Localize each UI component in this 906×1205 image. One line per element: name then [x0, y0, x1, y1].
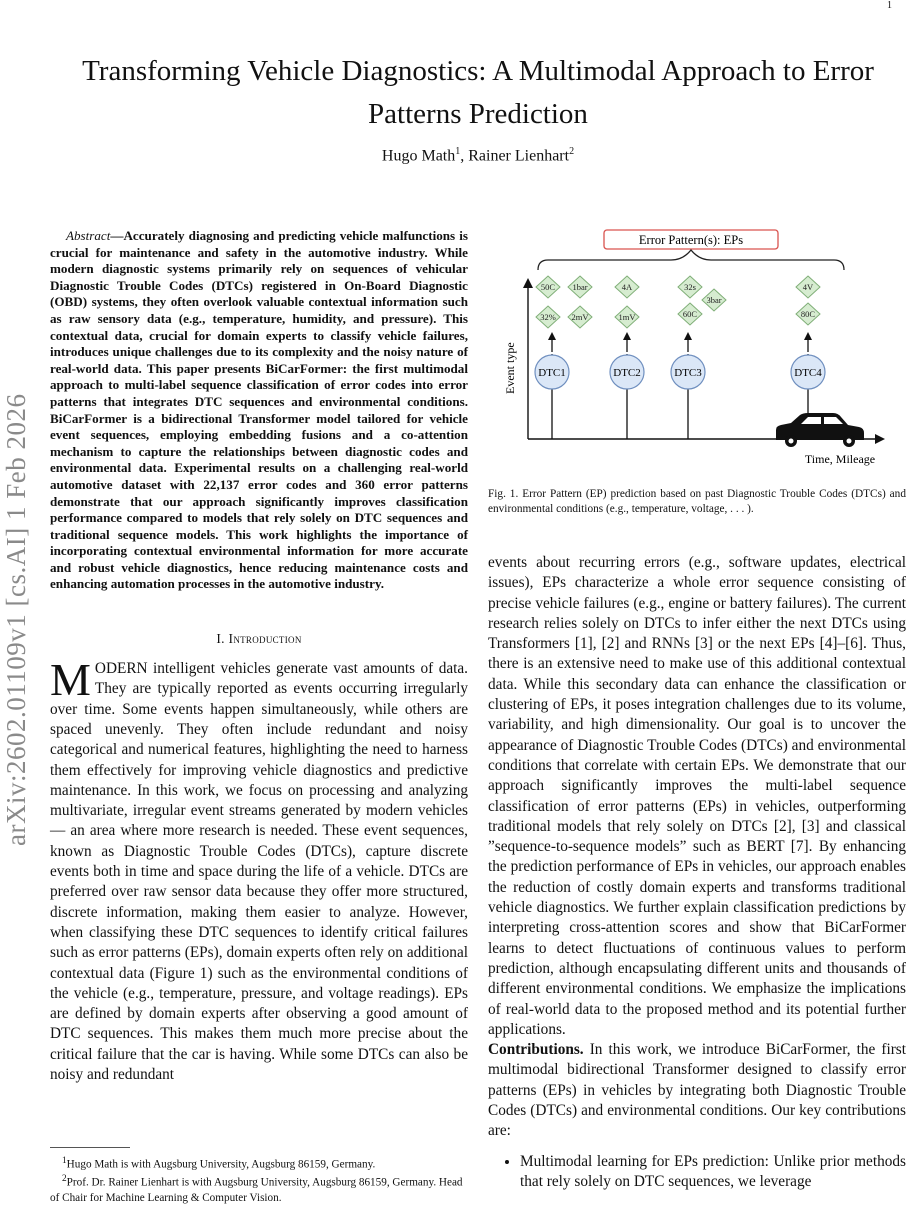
dropcap: M: [50, 654, 91, 706]
left-column: [50, 228, 468, 1085]
x-axis-arrow: [875, 434, 885, 444]
abstract: [50, 228, 468, 593]
right-column: [488, 553, 906, 1192]
arrowhead: [684, 332, 692, 340]
ep-diagram: [488, 226, 906, 476]
condition-label: 4A: [621, 282, 633, 292]
condition-label: 4V: [802, 282, 814, 292]
figure-1: [488, 226, 906, 476]
condition-label: 80C: [800, 309, 816, 319]
author-separator: ,: [460, 147, 469, 165]
condition-label: 32s: [684, 282, 696, 292]
contributions-label: Contributions.: [488, 1041, 584, 1059]
abstract-dash: —: [110, 228, 124, 243]
contributions-list: [488, 1152, 906, 1193]
dtc-node-label: DTC3: [674, 367, 702, 379]
condition-label: 50C: [540, 282, 556, 292]
footnotes: [50, 1154, 468, 1205]
arxiv-stamp: arXiv:2602.01109v1 [cs.AI] 1 Feb 2026: [1, 393, 31, 847]
y-axis-arrow: [523, 278, 533, 288]
condition-label: 3bar: [706, 295, 722, 305]
car-icon: [776, 413, 864, 447]
condition-label: 2mV: [571, 312, 589, 322]
list-item: • Multimodal learning for EPs prediction: Unlike prior methods that rely solely on DTC sequences, we leverage: [520, 1152, 906, 1193]
dtc-node-label: DTC2: [613, 367, 641, 379]
affiliation-mark: 2: [569, 146, 575, 157]
dtc-node-label: DTC1: [538, 367, 566, 379]
stem-arrowheads: [548, 332, 812, 340]
intro-paragraph: [50, 654, 468, 1085]
author-name: Hugo Math: [381, 147, 456, 165]
abstract-text: Accurately diagnosing and predicting vehicle malfunctions is crucial for maintenance and safety in the automotive industry. While modern diagnostic systems primarily rely on sequences of vehicular Diagnostic Trouble Codes (DTCs) registered in On-Board Diagnostic (OBD) systems, they often overlook valuable contextual information such as raw sensory data (e.g., temperature, humidity, and pressure). This contextual data, crucial for domain experts to classify vehicle failures, introduces unique challenges due to its complexity and the noisy nature of real-world data. This paper presents BiCarFormer: the first multimodal approach to multi-label sequence classification of error codes into error patterns that integrates DTC sequences and environmental conditions. BiCarFormer is a bidirectional Transformer model tailored for vehicle event sequences, employing embedding fusions and a co-attention mechanism to capture the relationships between diagnostic codes and environmental data. Experimental results on a challenging real-world automotive dataset with 22,137 error codes and 360 error patterns demonstrate that our approach significantly improves classification performance compared to models that rely solely on DTC sequences and traditional sequence models. This work highlights the importance of incorporating contextual environmental information for more accurate and robust vehicle diagnostics, hence reducing maintenance costs and enhancing automation processes in the automotive industry.: [50, 228, 468, 592]
footnote-text: Hugo Math is with Augsburg University, Augsburg 86159, Germany.: [66, 1158, 376, 1171]
author-line: [40, 146, 906, 165]
ep-brace: [538, 250, 844, 270]
footnote-mark: 2: [62, 1174, 67, 1185]
figure-caption: [488, 487, 906, 516]
arrowhead: [623, 332, 631, 340]
section-numeral: I.: [216, 631, 225, 647]
arrowhead: [804, 332, 812, 340]
ep-label: Error Pattern(s): EPs: [638, 233, 744, 247]
section-title: Introduction: [228, 631, 302, 647]
figure-caption-label: Fig. 1.: [488, 488, 519, 500]
arrowhead: [548, 332, 556, 340]
author-name: Rainer Lienhart: [468, 147, 570, 165]
x-axis-label: Time, Mileage: [804, 452, 876, 466]
contributions-paragraph: [488, 1040, 906, 1141]
condition-label: 60C: [682, 309, 698, 319]
condition-label: 1bar: [572, 282, 588, 292]
footnote-2: [50, 1172, 468, 1205]
footnote-mark: 1: [62, 1156, 67, 1166]
abstract-label: Abstract: [66, 228, 111, 243]
contributions-text: In this work, we introduce BiCarFormer, the first multimodal bidirectional Transformer designed to classify error patterns (EPs) in vehicles by integrating both Diagnostic Trouble Codes (DTCs) and environmental conditions. Our key contributions are:: [488, 1041, 906, 1140]
y-axis-label: Event type: [503, 342, 517, 394]
footnote-rule: [50, 1147, 130, 1148]
intro-paragraph-continued: events about recurring errors (e.g., software updates, electrical issues), EPs characterize a whole error sequence consisting of precise vehicle failures (e.g., engine or battery failures). The current research relies solely on DTCs to infer either the next DTCs using Transformers [1], [2] and RNNs [3] or the next EPs [4]–[6]. Thus, there is an extensive need to make use of this additional contextual data. While this secondary data can enhance the classification or clustering of EPs, it poses integration challenges due to its volume, variability, and high dimensionality. Our goal is to uncover the appearance of Diagnostic Trouble Codes (DTCs) and environmental conditions that correlate with certain EPs. We demonstrate that our approach significantly improves the multi-label sequence classification of error patterns (EPs) in vehicles, outperforming traditional models that rely solely on DTCs [2], [3] and classical ”sequence-to-sequence models” such as BERT [7]. By enhancing the prediction performance of EPs in vehicles, our approach enables the reduction of costly domain experts and transforms traditional vehicle diagnostics. We further explain classification predictions by interpreting cross-attention scores and show that BiCarFormer learns to detect fluctuations of continuous values to perform prediction, although encapsulating different units and thousands of different environmental conditions. We emphasize the implications of real-world data to the proposed method and its potential further applications.: [488, 554, 906, 1038]
dtc-node-label: DTC4: [794, 367, 822, 379]
first-word-rest: ODERN: [94, 660, 148, 678]
section-heading: [50, 631, 468, 647]
condition-label: 1mV: [618, 312, 636, 322]
condition-label: 32%: [540, 312, 556, 322]
footnote-1: [50, 1154, 468, 1172]
intro-text: intelligent vehicles generate vast amounts of data. They are typically reported as events occurring irregularly over time. Some events happen simultaneously, while others are spaced unevenly. They often include redundant and noisy categorical and numerical features, highlighting the need to harness them effectively for improving vehicle diagnostics and predictive maintenance. In this work, we focus on processing and analyzing multivariate, irregular event streams generated by modern vehicles — an area where more research is needed. These event sequences, known as Diagnostic Trouble Codes (DTCs), capture discrete events both in time and space during the life of a vehicle. DTCs are preferred over raw sensor data because they offer more structured, discrete information, making them easier to analyze. However, when classifying these DTC sequences to identify critical failures such as error patterns (EPs), domain experts often rely on additional contextual data (Figure 1) such as the environmental conditions of the vehicle (e.g., temperature, pressure, and voltage readings). EPs are defined by domain experts after observing a good amount of DTC sequences. This makes them much more precise about the critical failure that the car is having. While some DTCs can also be noisy and redundant: [50, 660, 468, 1083]
paper-title: Transforming Vehicle Diagnostics: A Multimodal Approach to Error Patterns Prediction: [82, 55, 874, 130]
figure-caption-text: Error Pattern (EP) prediction based on past Diagnostic Trouble Codes (DTCs) and environmental conditions (e.g., temperature, voltage, . . . ).: [488, 488, 906, 515]
affiliation-mark: 1: [455, 146, 461, 157]
footnote-text: Prof. Dr. Rainer Lienhart is with Augsburg University, Augsburg 86159, Germany. Head of Chair for Machine Learning & Computer Vision.: [50, 1177, 463, 1204]
page-number: 1: [887, 0, 892, 11]
